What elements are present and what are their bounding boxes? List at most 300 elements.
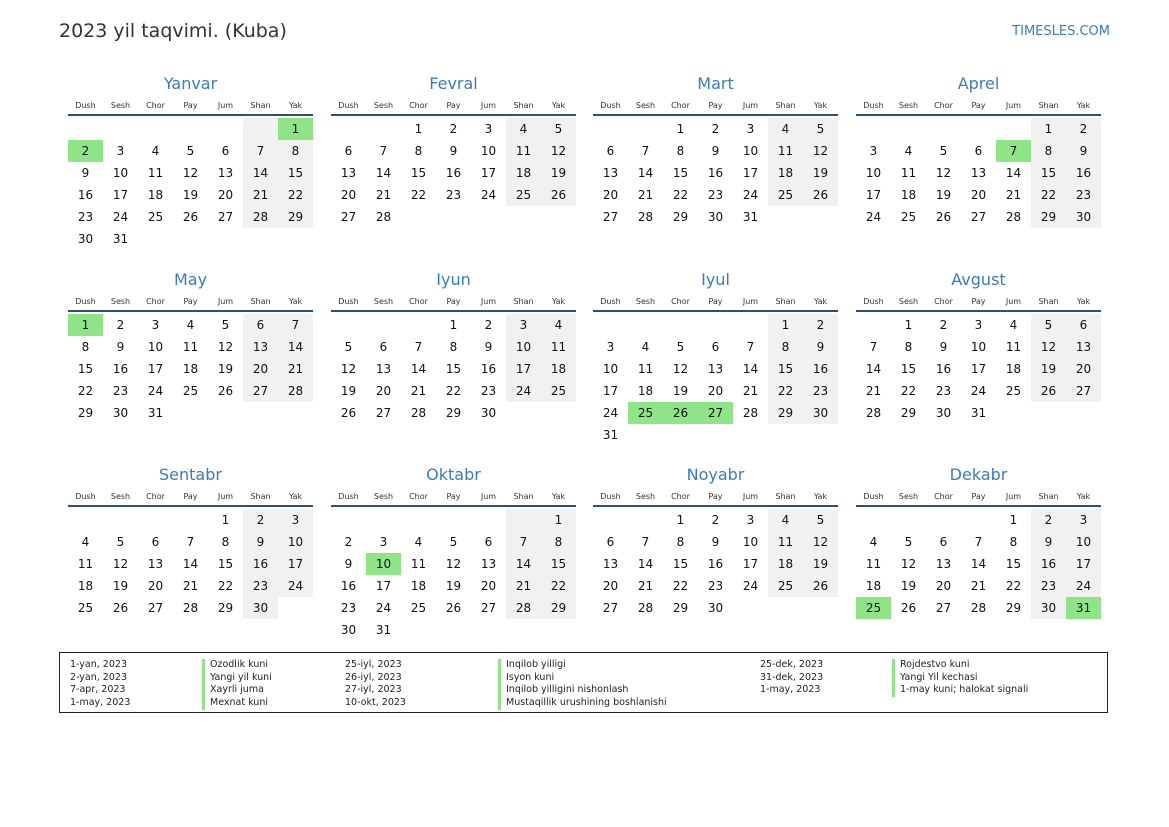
weekday-label: Shan bbox=[250, 101, 271, 110]
day-cell: 9 bbox=[449, 144, 458, 158]
weekday-label: Chor bbox=[409, 492, 428, 501]
day-cell: 17 bbox=[278, 553, 313, 575]
day-cell: 31 bbox=[1066, 597, 1101, 619]
weekday-label: Chor bbox=[671, 492, 690, 501]
day-cell: 14 bbox=[637, 166, 654, 180]
day-cell: 29 bbox=[445, 406, 462, 420]
day-cell: 8 bbox=[676, 144, 685, 158]
weekday-label: Chor bbox=[409, 101, 428, 110]
day-cell: 19 bbox=[1031, 358, 1066, 380]
weekday-label: Dush bbox=[338, 492, 359, 501]
day-cell: 23 bbox=[707, 579, 724, 593]
day-cell: 24 bbox=[970, 384, 987, 398]
day-cell: 3 bbox=[379, 535, 388, 549]
day-cell: 18 bbox=[182, 362, 199, 376]
day-cell: 14 bbox=[243, 162, 278, 184]
empty-cell bbox=[331, 314, 366, 336]
empty-cell bbox=[628, 118, 663, 140]
day-cell: 13 bbox=[602, 166, 619, 180]
day-cell: 4 bbox=[541, 314, 576, 336]
day-cell: 10 bbox=[506, 336, 541, 358]
day-cell: 26 bbox=[182, 210, 199, 224]
month-name: Fevral bbox=[429, 74, 478, 93]
day-cell: 1 bbox=[768, 314, 803, 336]
day-cell: 25 bbox=[541, 380, 576, 402]
day-cell: 28 bbox=[375, 210, 392, 224]
day-cell: 11 bbox=[865, 557, 882, 571]
day-grid bbox=[593, 118, 838, 228]
day-cell: 26 bbox=[900, 601, 917, 615]
day-cell: 2 bbox=[449, 122, 458, 136]
weekday-label: Shan bbox=[1038, 492, 1059, 501]
day-cell: 4 bbox=[768, 509, 803, 531]
day-cell: 23 bbox=[803, 380, 838, 402]
day-cell: 28 bbox=[410, 406, 427, 420]
day-cell: 7 bbox=[186, 535, 195, 549]
day-cell: 22 bbox=[77, 384, 94, 398]
day-cell: 19 bbox=[112, 579, 129, 593]
day-cell: 18 bbox=[541, 358, 576, 380]
day-cell: 1 bbox=[676, 513, 685, 527]
empty-cell bbox=[856, 509, 891, 531]
weekday-label: Sesh bbox=[110, 297, 131, 306]
day-cell: 3 bbox=[484, 122, 493, 136]
page-title: 2023 yil taqvimi. (Kuba) bbox=[59, 20, 287, 42]
weekday-label: Dush bbox=[75, 297, 96, 306]
weekday-label: Dush bbox=[75, 492, 96, 501]
day-cell: 6 bbox=[711, 340, 720, 354]
day-cell: 15 bbox=[672, 166, 689, 180]
day-cell: 20 bbox=[375, 384, 392, 398]
weekday-header bbox=[331, 294, 576, 312]
day-cell: 9 bbox=[116, 340, 125, 354]
weekday-label: Shan bbox=[1038, 297, 1059, 306]
empty-cell bbox=[173, 509, 208, 531]
day-cell: 31 bbox=[970, 406, 987, 420]
day-cell: 7 bbox=[746, 340, 755, 354]
day-cell: 5 bbox=[541, 118, 576, 140]
day-cell: 30 bbox=[112, 406, 129, 420]
day-cell: 7 bbox=[641, 535, 650, 549]
day-cell: 9 bbox=[1031, 531, 1066, 553]
day-cell: 12 bbox=[112, 557, 129, 571]
legend-holiday-name: Inqilob yilligi bbox=[498, 659, 667, 672]
day-cell: 15 bbox=[77, 362, 94, 376]
day-cell: 31 bbox=[112, 232, 129, 246]
day-cell: 28 bbox=[970, 601, 987, 615]
weekday-label: Dush bbox=[338, 101, 359, 110]
day-cell: 14 bbox=[182, 557, 199, 571]
day-cell: 26 bbox=[663, 402, 698, 424]
day-cell: 14 bbox=[637, 557, 654, 571]
day-cell: 11 bbox=[768, 140, 803, 162]
day-cell: 21 bbox=[278, 358, 313, 380]
day-cell: 20 bbox=[1066, 358, 1101, 380]
weekday-label: Yak bbox=[288, 492, 303, 501]
day-cell: 29 bbox=[900, 406, 917, 420]
day-cell: 27 bbox=[480, 601, 497, 615]
empty-cell bbox=[68, 118, 103, 140]
day-cell: 8 bbox=[541, 531, 576, 553]
day-cell: 6 bbox=[606, 144, 615, 158]
day-cell: 16 bbox=[480, 362, 497, 376]
day-cell: 26 bbox=[1031, 380, 1066, 402]
day-cell: 10 bbox=[742, 535, 759, 549]
day-cell: 25 bbox=[77, 601, 94, 615]
day-cell: 24 bbox=[375, 601, 392, 615]
day-cell: 11 bbox=[541, 336, 576, 358]
day-cell: 18 bbox=[900, 188, 917, 202]
day-cell: 20 bbox=[935, 579, 952, 593]
day-cell: 11 bbox=[768, 531, 803, 553]
day-cell: 5 bbox=[803, 509, 838, 531]
day-cell: 17 bbox=[742, 166, 759, 180]
empty-cell bbox=[103, 118, 138, 140]
day-cell: 20 bbox=[707, 384, 724, 398]
day-cell: 26 bbox=[217, 384, 234, 398]
month-name: Noyabr bbox=[686, 465, 745, 484]
day-cell: 24 bbox=[112, 210, 129, 224]
legend-date: 1-may, 2023 bbox=[760, 684, 821, 696]
day-cell: 13 bbox=[243, 336, 278, 358]
day-cell: 5 bbox=[344, 340, 353, 354]
day-cell: 19 bbox=[541, 162, 576, 184]
day-cell: 12 bbox=[935, 166, 952, 180]
day-cell: 26 bbox=[340, 406, 357, 420]
day-cell: 9 bbox=[939, 340, 948, 354]
day-cell: 14 bbox=[410, 362, 427, 376]
day-cell: 30 bbox=[935, 406, 952, 420]
weekday-label: Dush bbox=[75, 101, 96, 110]
day-cell: 29 bbox=[541, 597, 576, 619]
day-grid bbox=[68, 509, 313, 619]
day-grid bbox=[593, 314, 838, 446]
day-grid bbox=[593, 509, 838, 619]
day-cell: 3 bbox=[746, 513, 755, 527]
day-cell: 19 bbox=[445, 579, 462, 593]
empty-cell bbox=[698, 314, 733, 336]
day-cell: 16 bbox=[112, 362, 129, 376]
day-cell: 13 bbox=[1066, 336, 1101, 358]
day-cell: 7 bbox=[996, 140, 1031, 162]
day-cell: 3 bbox=[974, 318, 983, 332]
weekday-label: Dush bbox=[863, 297, 884, 306]
holiday-legend bbox=[59, 652, 1108, 713]
day-cell: 9 bbox=[711, 144, 720, 158]
day-cell: 16 bbox=[340, 579, 357, 593]
weekday-label: Yak bbox=[813, 101, 828, 110]
day-cell: 15 bbox=[445, 362, 462, 376]
day-cell: 6 bbox=[606, 535, 615, 549]
day-cell: 17 bbox=[506, 358, 541, 380]
day-cell: 25 bbox=[147, 210, 164, 224]
day-cell: 27 bbox=[217, 210, 234, 224]
day-cell: 7 bbox=[869, 340, 878, 354]
day-cell: 19 bbox=[803, 162, 838, 184]
month-name: May bbox=[173, 270, 208, 289]
day-cell: 10 bbox=[112, 166, 129, 180]
weekday-label: Sesh bbox=[635, 101, 656, 110]
day-cell: 20 bbox=[970, 188, 987, 202]
day-cell: 17 bbox=[970, 362, 987, 376]
day-cell: 6 bbox=[344, 144, 353, 158]
legend-date: 1-yan, 2023 bbox=[70, 659, 127, 670]
day-cell: 10 bbox=[147, 340, 164, 354]
month-may bbox=[68, 270, 313, 424]
day-cell: 13 bbox=[217, 166, 234, 180]
day-cell: 29 bbox=[672, 601, 689, 615]
day-cell: 2 bbox=[803, 314, 838, 336]
day-cell: 4 bbox=[1009, 318, 1018, 332]
weekday-label: Shan bbox=[513, 101, 534, 110]
weekday-label: Shan bbox=[513, 492, 534, 501]
day-cell: 23 bbox=[707, 188, 724, 202]
day-cell: 20 bbox=[243, 358, 278, 380]
day-cell: 11 bbox=[147, 166, 164, 180]
weekday-header bbox=[593, 294, 838, 312]
day-cell: 19 bbox=[803, 553, 838, 575]
empty-cell bbox=[506, 509, 541, 531]
day-cell: 28 bbox=[637, 601, 654, 615]
month-mart bbox=[593, 74, 838, 228]
day-cell: 30 bbox=[243, 597, 278, 619]
day-cell: 7 bbox=[506, 531, 541, 553]
day-cell: 7 bbox=[974, 535, 983, 549]
weekday-label: Yak bbox=[813, 492, 828, 501]
day-cell: 14 bbox=[506, 553, 541, 575]
empty-cell bbox=[208, 118, 243, 140]
day-cell: 17 bbox=[375, 579, 392, 593]
month-name: Mart bbox=[697, 74, 734, 93]
day-cell: 10 bbox=[278, 531, 313, 553]
day-cell: 24 bbox=[480, 188, 497, 202]
weekday-header bbox=[331, 489, 576, 507]
weekday-label: Shan bbox=[775, 101, 796, 110]
weekday-label: Yak bbox=[288, 101, 303, 110]
day-cell: 16 bbox=[1031, 553, 1066, 575]
weekday-label: Sesh bbox=[373, 492, 394, 501]
weekday-label: Dush bbox=[863, 101, 884, 110]
month-name: Avgust bbox=[951, 270, 1006, 289]
day-cell: 25 bbox=[856, 597, 891, 619]
weekday-header bbox=[856, 489, 1101, 507]
day-cell: 1 bbox=[676, 122, 685, 136]
day-cell: 17 bbox=[112, 188, 129, 202]
day-cell: 21 bbox=[637, 579, 654, 593]
month-oktabr bbox=[331, 465, 576, 641]
day-cell: 22 bbox=[217, 579, 234, 593]
day-cell: 30 bbox=[340, 623, 357, 637]
day-cell: 11 bbox=[410, 557, 427, 571]
weekday-label: Chor bbox=[934, 297, 953, 306]
site-link[interactable]: TIMESLES.COM bbox=[1012, 24, 1110, 39]
legend-date: 7-apr, 2023 bbox=[70, 684, 126, 696]
day-cell: 18 bbox=[768, 553, 803, 575]
day-cell: 16 bbox=[707, 166, 724, 180]
day-cell: 19 bbox=[182, 188, 199, 202]
weekday-label: Sesh bbox=[635, 492, 656, 501]
weekday-label: Yak bbox=[1076, 492, 1091, 501]
day-cell: 5 bbox=[939, 144, 948, 158]
day-cell: 3 bbox=[869, 144, 878, 158]
legend-date: 10-okt, 2023 bbox=[345, 697, 406, 709]
day-cell: 5 bbox=[186, 144, 195, 158]
day-cell: 22 bbox=[410, 188, 427, 202]
day-cell: 24 bbox=[742, 579, 759, 593]
day-cell: 26 bbox=[803, 575, 838, 597]
empty-cell bbox=[628, 314, 663, 336]
weekday-header bbox=[593, 98, 838, 116]
day-cell: 27 bbox=[340, 210, 357, 224]
weekday-header bbox=[856, 98, 1101, 116]
legend-names-col-3 bbox=[892, 659, 1028, 697]
empty-cell bbox=[366, 314, 401, 336]
day-cell: 29 bbox=[217, 601, 234, 615]
day-cell: 29 bbox=[1031, 206, 1066, 228]
day-cell: 21 bbox=[970, 579, 987, 593]
day-cell: 6 bbox=[151, 535, 160, 549]
weekday-label: Yak bbox=[551, 297, 566, 306]
weekday-label: Chor bbox=[671, 101, 690, 110]
day-cell: 2 bbox=[116, 318, 125, 332]
month-iyul bbox=[593, 270, 838, 446]
day-cell: 3 bbox=[606, 340, 615, 354]
day-cell: 9 bbox=[344, 557, 353, 571]
day-cell: 19 bbox=[672, 384, 689, 398]
day-cell: 21 bbox=[1005, 188, 1022, 202]
day-cell: 10 bbox=[1066, 531, 1101, 553]
day-cell: 17 bbox=[1066, 553, 1101, 575]
day-cell: 12 bbox=[803, 140, 838, 162]
day-cell: 11 bbox=[506, 140, 541, 162]
weekday-label: Shan bbox=[1038, 101, 1059, 110]
legend-dates-col-1 bbox=[70, 659, 130, 710]
weekday-label: Jum bbox=[742, 492, 759, 501]
legend-names-col-2 bbox=[498, 659, 667, 710]
empty-cell bbox=[856, 314, 891, 336]
day-cell: 6 bbox=[939, 535, 948, 549]
weekday-label: Pay bbox=[971, 101, 986, 110]
weekday-label: Jum bbox=[480, 492, 497, 501]
day-cell: 5 bbox=[676, 340, 685, 354]
day-cell: 1 bbox=[278, 118, 313, 140]
empty-cell bbox=[628, 509, 663, 531]
legend-holiday-name: 1-may kuni; halokat signali bbox=[892, 684, 1028, 697]
day-cell: 8 bbox=[904, 340, 913, 354]
day-cell: 20 bbox=[602, 188, 619, 202]
empty-cell bbox=[926, 509, 961, 531]
day-cell: 23 bbox=[340, 601, 357, 615]
day-cell: 16 bbox=[803, 358, 838, 380]
day-cell: 28 bbox=[278, 380, 313, 402]
day-cell: 18 bbox=[1005, 362, 1022, 376]
day-cell: 6 bbox=[221, 144, 230, 158]
weekday-label: Shan bbox=[775, 297, 796, 306]
day-cell: 17 bbox=[480, 166, 497, 180]
day-cell: 10 bbox=[970, 340, 987, 354]
day-cell: 19 bbox=[217, 362, 234, 376]
day-cell: 23 bbox=[112, 384, 129, 398]
empty-cell bbox=[961, 118, 996, 140]
day-cell: 31 bbox=[742, 210, 759, 224]
day-cell: 5 bbox=[904, 535, 913, 549]
day-cell: 1 bbox=[904, 318, 913, 332]
day-cell: 21 bbox=[742, 384, 759, 398]
day-cell: 3 bbox=[278, 509, 313, 531]
day-cell: 24 bbox=[865, 210, 882, 224]
legend-holiday-name: Mexnat kuni bbox=[202, 697, 272, 710]
weekday-label: Sesh bbox=[373, 101, 394, 110]
day-grid bbox=[331, 118, 576, 228]
empty-cell bbox=[243, 118, 278, 140]
day-cell: 7 bbox=[414, 340, 423, 354]
day-cell: 2 bbox=[711, 513, 720, 527]
day-cell: 24 bbox=[506, 380, 541, 402]
weekday-label: Yak bbox=[1076, 297, 1091, 306]
day-cell: 25 bbox=[182, 384, 199, 398]
day-cell: 22 bbox=[768, 380, 803, 402]
weekday-label: Chor bbox=[409, 297, 428, 306]
month-noyabr bbox=[593, 465, 838, 619]
day-cell: 13 bbox=[602, 557, 619, 571]
weekday-header bbox=[331, 98, 576, 116]
weekday-label: Shan bbox=[775, 492, 796, 501]
day-grid bbox=[68, 314, 313, 424]
day-cell: 5 bbox=[1031, 314, 1066, 336]
day-cell: 30 bbox=[803, 402, 838, 424]
day-cell: 28 bbox=[1005, 210, 1022, 224]
legend-date: 31-dek, 2023 bbox=[760, 671, 824, 683]
weekday-label: Chor bbox=[671, 297, 690, 306]
day-cell: 13 bbox=[340, 166, 357, 180]
day-cell: 15 bbox=[541, 553, 576, 575]
empty-cell bbox=[891, 509, 926, 531]
empty-cell bbox=[436, 509, 471, 531]
weekday-label: Sesh bbox=[110, 492, 131, 501]
day-cell: 15 bbox=[410, 166, 427, 180]
day-cell: 1 bbox=[68, 314, 103, 336]
weekday-label: Pay bbox=[971, 492, 986, 501]
day-cell: 4 bbox=[81, 535, 90, 549]
day-cell: 14 bbox=[970, 557, 987, 571]
weekday-label: Sesh bbox=[110, 101, 131, 110]
day-cell: 10 bbox=[480, 144, 497, 158]
day-cell: 12 bbox=[217, 340, 234, 354]
day-cell: 14 bbox=[278, 336, 313, 358]
weekday-label: Pay bbox=[446, 101, 461, 110]
day-cell: 18 bbox=[768, 162, 803, 184]
day-cell: 12 bbox=[672, 362, 689, 376]
day-cell: 29 bbox=[278, 206, 313, 228]
day-cell: 22 bbox=[445, 384, 462, 398]
day-cell: 2 bbox=[344, 535, 353, 549]
weekday-label: Jum bbox=[217, 297, 234, 306]
day-cell: 6 bbox=[379, 340, 388, 354]
day-cell: 3 bbox=[116, 144, 125, 158]
weekday-label: Pay bbox=[183, 297, 198, 306]
day-cell: 11 bbox=[182, 340, 199, 354]
legend-dates-col-3 bbox=[760, 659, 823, 697]
weekday-label: Chor bbox=[934, 101, 953, 110]
day-grid bbox=[68, 118, 313, 250]
weekday-label: Pay bbox=[446, 492, 461, 501]
empty-cell bbox=[471, 509, 506, 531]
empty-cell bbox=[593, 314, 628, 336]
legend-holiday-name: Ozodlik kuni bbox=[202, 659, 272, 672]
day-cell: 21 bbox=[637, 188, 654, 202]
day-cell: 25 bbox=[900, 210, 917, 224]
day-cell: 6 bbox=[1066, 314, 1101, 336]
